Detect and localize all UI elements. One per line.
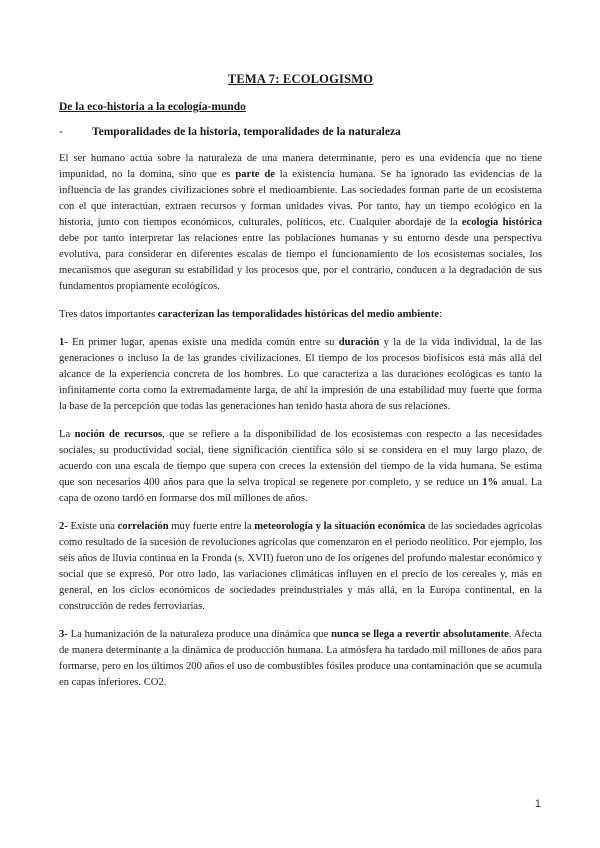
paragraph-text: la existencia humana. Se ha ignorado las evidencias de la influencia de las grandes civilizaciones sobre el medioambiente. Las sociedades forman parte de un ecosistema con el que interactúan, extraen recursos y forman unidades vivas. Por tanto, hay un tiempo ecológico en la historia, junto con tiempos económicos, culturales, políticos, etc. Cualquier abordaje de la	[59, 169, 542, 228]
paragraph-text: y la de la vida individual, la de las generaciones o incluso la de las grandes civilizaciones. El tiempo de los procesos biofísicos está más allá del alcance de la experiencia concreta de los hombres. Lo que caracteriza a las duraciones ecológicas es tanto la infinitamente corta como la extremadamente larga, de ahí la impresión de una estabilidad muy fuerte que forma la base de la percepción que todas las generaciones han tenido hasta ahora de sus relaciones.	[59, 337, 542, 412]
document-page	[59, 72, 542, 703]
document-title: TEMA 7: ECOLOGISMO	[227, 72, 374, 86]
emphasis-text: correlación	[117, 521, 169, 532]
paragraph-point-1	[59, 335, 542, 415]
emphasis-text: meteorología y la situación económica	[254, 521, 426, 532]
section-heading	[59, 126, 542, 138]
paragraph-text: En primer lugar, apenas existe una medida común entre su	[67, 337, 339, 348]
emphasis-text: parte de	[235, 169, 275, 180]
point-number: 3-	[59, 629, 68, 640]
paragraph-three-facts	[59, 307, 542, 323]
paragraph-text: Existe una	[67, 521, 118, 532]
paragraph-text: El ser humano actúa sobre la naturaleza de una manera determinante, pero es una evidencia que no tiene impunidad, no la domina, sino que es	[59, 153, 542, 180]
emphasis-text: noción de recursos	[74, 429, 163, 440]
emphasis-text: ecología histórica	[461, 217, 542, 228]
section-heading-text: Temporalidades de la historia, temporalidades de la naturaleza	[92, 126, 401, 138]
point-number: 1-	[59, 337, 68, 348]
paragraph-text: :	[439, 309, 443, 320]
emphasis-text: nunca se llega a revertir absolutamente	[331, 629, 509, 640]
paragraph-text: , que se refiere a la disponibilidad de los ecosistemas con respecto a las necesidades sociales, su productividad social, tiene significación científica sólo si se considera en el muy largo plazo, de acuerdo con una escala de tiempo que supera con creces la extensión del tiempo de la vida humana. Se estima que son necesarios 400 años para que la selva tropical se regenere por completo, y se reduce un	[59, 429, 543, 488]
paragraph-text: La humanización de la naturaleza produce una dinámica que	[67, 629, 332, 640]
paragraph-intro	[59, 151, 542, 295]
paragraph-text: . Afecta de manera determinante a la dinámica de producción humana. La atmósfera ha tardado mil millones de años para formarse, pero en los últimos 200 años el uso de combustibles fósiles produce una contaminación que se acumula en capas inferiores. CO2.	[59, 629, 542, 688]
section-bullet: -	[59, 126, 63, 138]
paragraph-point-3	[59, 627, 542, 691]
paragraph-text: de las sociedades agrícolas como resultado de la sucesión de revoluciones agrícolas que comenzaron en el periodo neolítico. Por ejemplo, los seis años de lluvia continua en la Fronda (s. XVII) fueron uno de los orígenes del profundo malestar económico y social que se expresó. Por otro lado, las variaciones climáticas influyen en el precio de los cereales y, más en general, en los ciclos económicos de sociedades preindustriales y más allá, en la Europa continental, en la construcción de redes ferroviarias.	[59, 521, 542, 612]
point-number: 2-	[59, 521, 68, 532]
emphasis-text: 1%	[482, 477, 499, 488]
page-number: 1	[534, 798, 541, 810]
document-subtitle: De la eco-historia a la ecología-mundo	[59, 101, 246, 113]
paragraph-text: muy fuerte entre la	[168, 521, 255, 532]
paragraph-text: Tres datos importantes	[59, 309, 158, 320]
emphasis-text: duración	[338, 337, 380, 348]
paragraph-text: La	[59, 429, 75, 440]
paragraph-point-2	[59, 519, 542, 615]
paragraph-text: debe por tanto interpretar las relaciones entre las poblaciones humanas y su entorno desde una perspectiva evolutiva, para considerar en diferentes escalas de tiempo el funcionamiento de los ecosistemas sociales, los mecanismos que aseguran su estabilidad y los procesos que, por el contrario, conducen a la degradación de sus fundamentos propiamente ecológicos.	[59, 233, 542, 292]
paragraph-text: anual. La capa de ozono tardó en formarse dos mil millones de años.	[59, 477, 542, 504]
paragraph-resources	[59, 427, 542, 507]
emphasis-text: caracterizan las temporalidades históricas del medio ambiente	[157, 309, 440, 320]
